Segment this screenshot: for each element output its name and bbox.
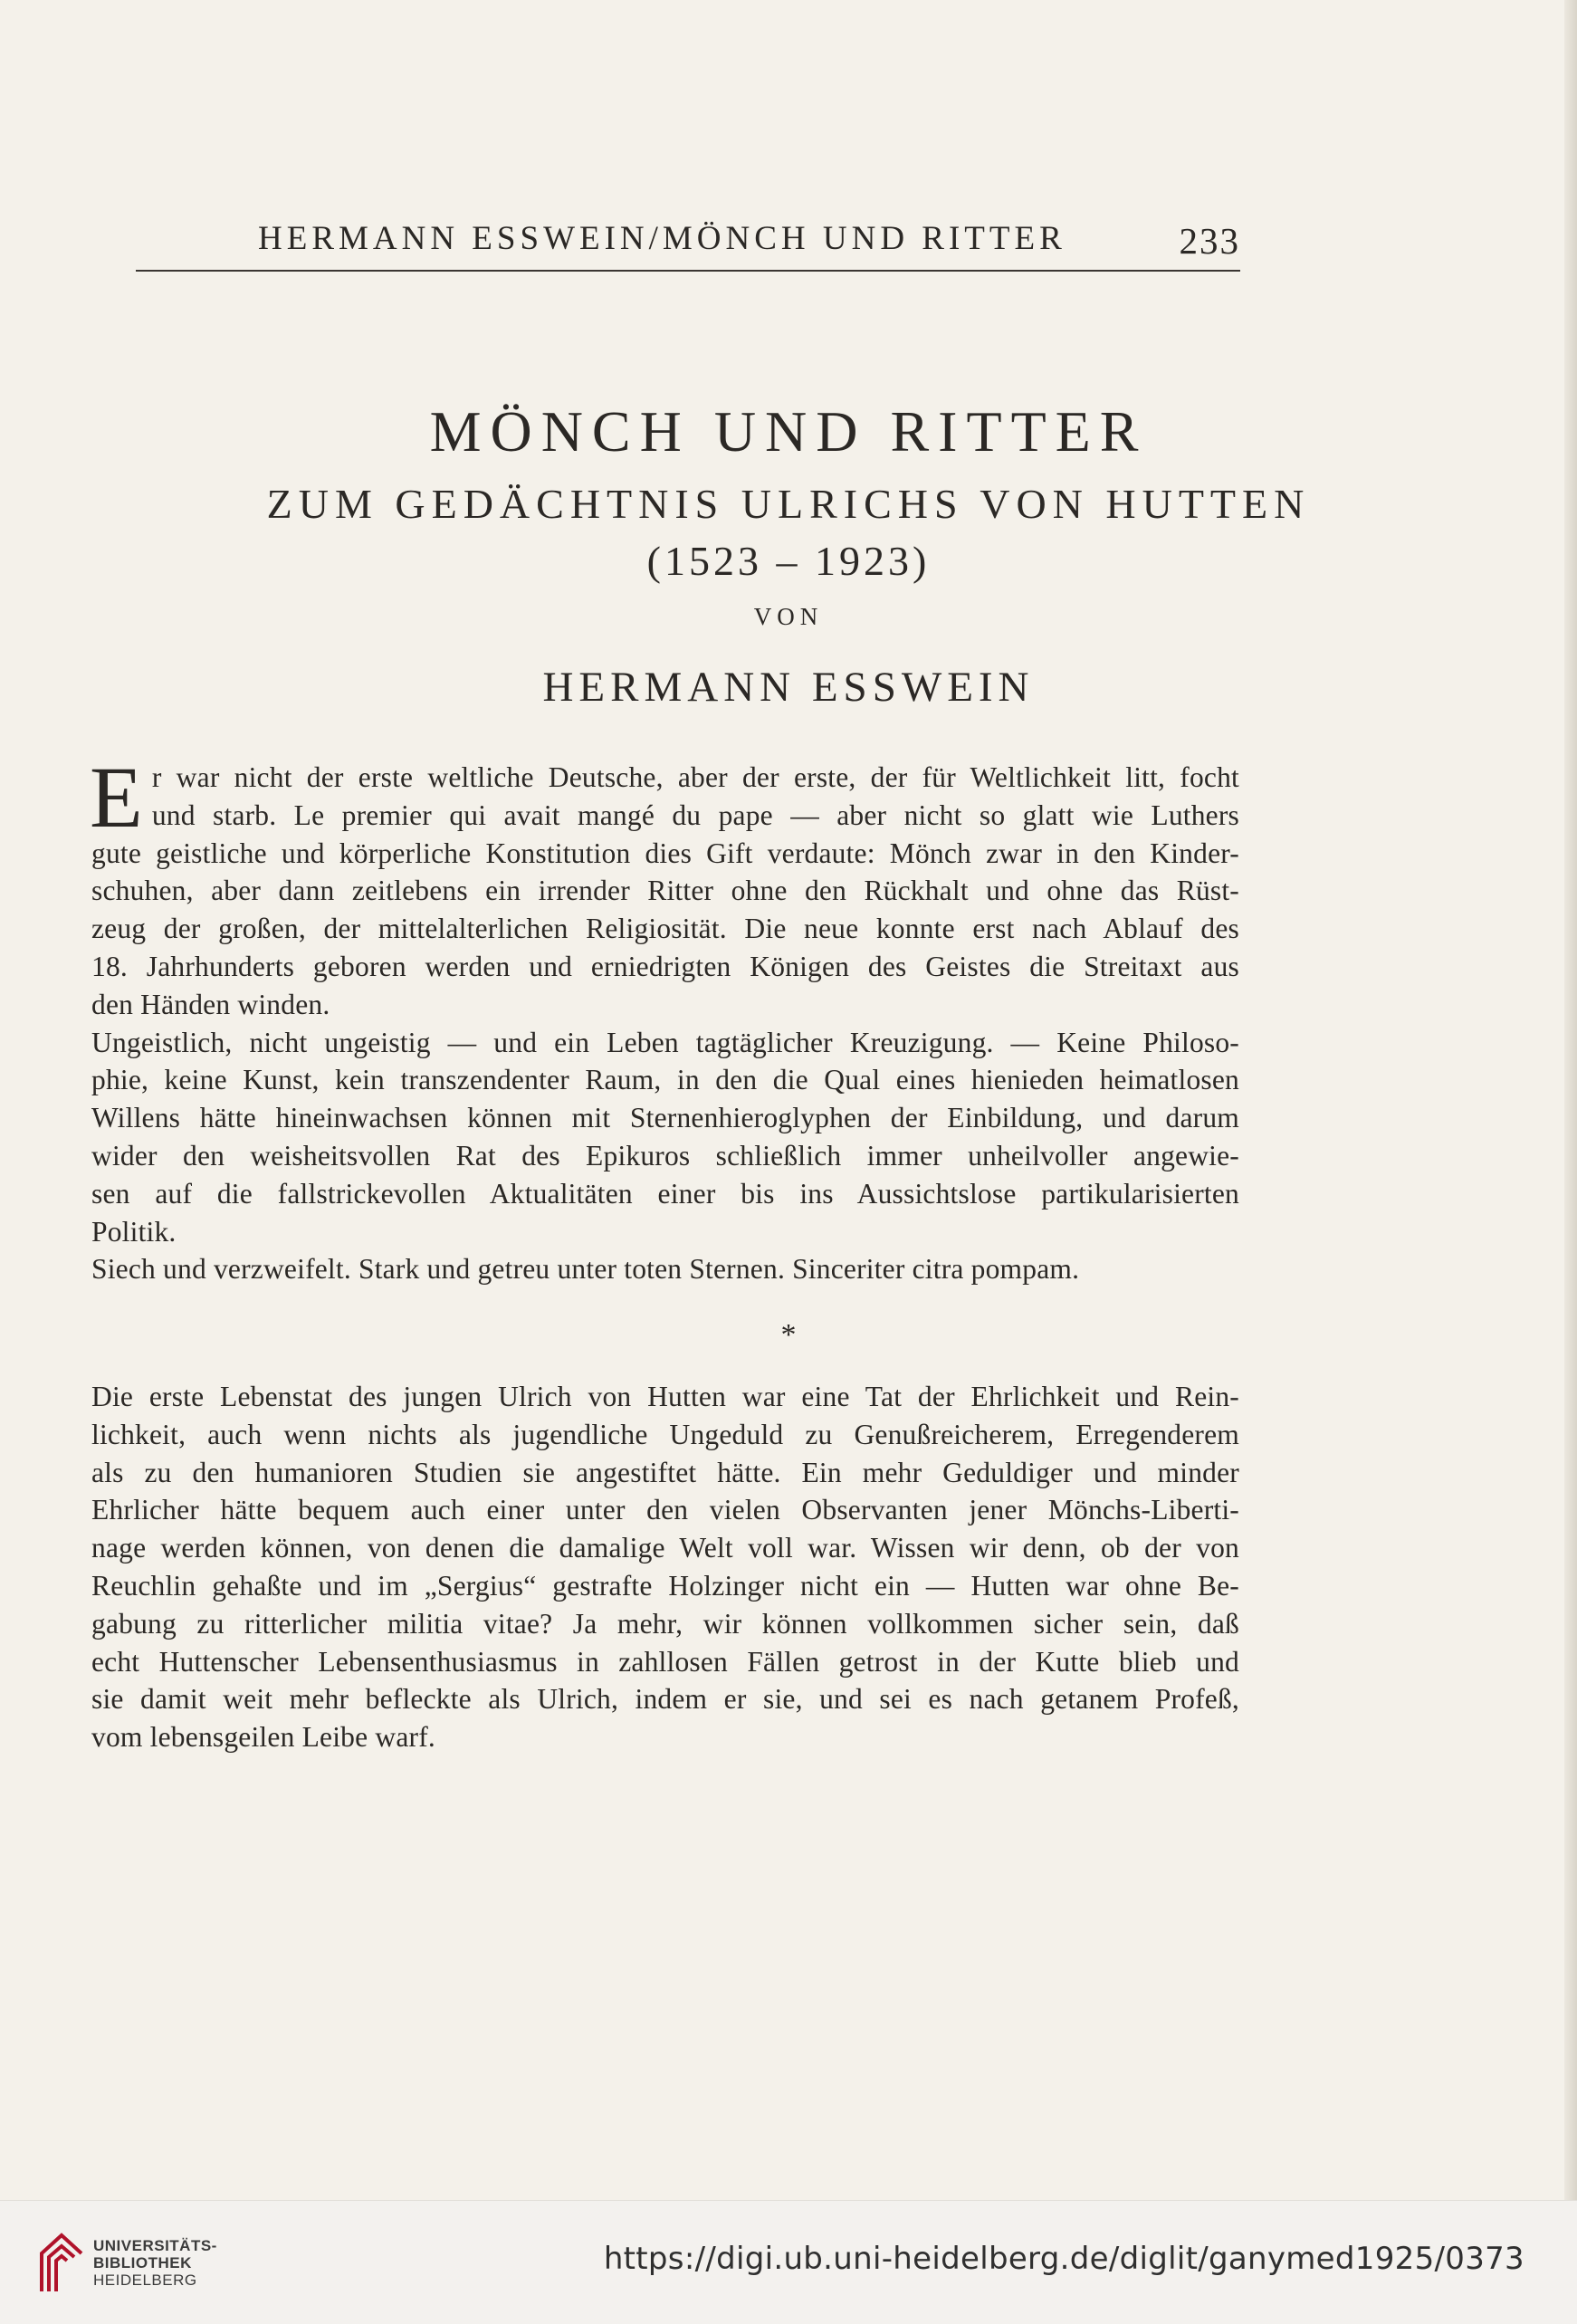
text-line: als zu den humanioren Studien sie angestiftet hätte. Ein mehr Geduldiger und minder [91, 1456, 1239, 1488]
text-line: gute geistliche und körperliche Konstitution dies Gift verdaute: Mönch zwar in den Kinder- [91, 837, 1239, 869]
article-subtitle: ZUM GEDÄCHTNIS ULRICHS VON HUTTEN [266, 481, 1311, 527]
page-number: 233 [1179, 220, 1240, 262]
section-1-text [90, 749, 1239, 1288]
text-line: phie, keine Kunst, kein transzendenter Raum, in den die Qual eines hienieden heimatlosen [91, 1064, 1239, 1096]
text-line: Siech und verzweifelt. Stark und getreu unter toten Sternen. Sinceriter citra pompam. [91, 1253, 1080, 1286]
article-title: MÖNCH UND RITTER [429, 399, 1148, 464]
text-line: den Händen winden. [91, 988, 330, 1020]
text-line: Ungeistlich, nicht ungeistig — und ein Leben tagtäglicher Kreuzigung. — Keine Philoso- [91, 1026, 1239, 1058]
text-line: Politik. [91, 1215, 177, 1248]
text-line: r war nicht der erste weltliche Deutsche, aber der erste, der für Weltlichkeit litt, focht [151, 761, 1239, 793]
text-line: Willens hätte hineinwachsen können mit Sternenhieroglyphen der Einbildung, und darum [91, 1102, 1239, 1134]
text-line: Ehrlicher hätte bequem auch einer unter den vielen Observanten jener Mönchs-Liberti- [91, 1494, 1239, 1526]
viewer-footer [0, 2200, 1577, 2324]
text-line: 18. Jahrhunderts geboren werden und erniedrigten Königen des Geistes die Streitaxt aus [91, 950, 1239, 982]
text-line: lichkeit, auch wenn nichts als jugendliche Ungeduld zu Genußreicherem, Erregenderem [91, 1418, 1239, 1450]
text-line: nage werden können, von denen die damalige Welt voll war. Wissen wir denn, ob der von [91, 1532, 1239, 1564]
text-line: gabung zu ritterlicher militia vitae? Ja mehr, wir können vollkommen sicher sein, daß [91, 1607, 1239, 1640]
text-line: schuhen, aber dann zeitlebens ein irrender Ritter ohne den Rückhalt und ohne das Rüst- [91, 875, 1239, 907]
byline-von: VON [753, 603, 824, 630]
text-line: vom lebensgeilen Leibe warf. [91, 1721, 435, 1754]
text-line: sie damit weit mehr befleckte als Ulrich, indem er sie, und sei es nach getanem Profeß, [91, 1683, 1239, 1716]
text-line: und starb. Le premier qui avait mangé du pape — aber nicht so glatt wie Luthers [151, 799, 1239, 831]
page-edge-shadow [1564, 0, 1577, 2200]
article-dates: (1523 – 1923) [646, 538, 931, 584]
text-line: wider den weisheitsvollen Rat des Epikuros schließlich immer unheilvoller angewie- [91, 1139, 1239, 1172]
running-head-title: HERMANN ESSWEIN/MÖNCH UND RITTER [258, 220, 1066, 257]
text-line: Reuchlin gehaßte und im „Sergius“ gestrafte Holzinger nicht ein — Hutten war ohne Be- [91, 1569, 1239, 1602]
library-name-line: UNIVERSITÄTS- [93, 2237, 217, 2254]
drop-cap: E [90, 749, 143, 846]
author-name: HERMANN ESSWEIN [542, 664, 1035, 711]
running-head [136, 219, 1240, 264]
library-name-line: BIBLIOTHEK [93, 2254, 192, 2271]
text-line: echt Huttenscher Lebensenthusiasmus in zahllosen Fällen getrost in der Kutte blieb und [91, 1645, 1239, 1678]
library-logo-icon[interactable] [34, 2228, 89, 2297]
text-line: Die erste Lebenstat des jungen Ulrich von Hutten war eine Tat der Ehrlichkeit und Rein- [91, 1381, 1239, 1412]
text-line: zeug der großen, der mittelalterlichen Religiosität. Die neue konnte erst nach Ablauf des [91, 913, 1239, 945]
section-separator: * [780, 1318, 797, 1352]
section-2-text [91, 1378, 1239, 1756]
header-rule [136, 270, 1240, 272]
library-name[interactable] [93, 2237, 217, 2289]
permalink-url[interactable]: https://digi.ub.uni-heidelberg.de/diglit/ganymed1925/0373 [603, 2241, 1524, 2277]
text-line: sen auf die fallstrickevollen Aktualitäten einer bis ins Aussichtslose partikularisierten [91, 1177, 1239, 1210]
library-name-line: HEIDELBERG [93, 2271, 197, 2289]
